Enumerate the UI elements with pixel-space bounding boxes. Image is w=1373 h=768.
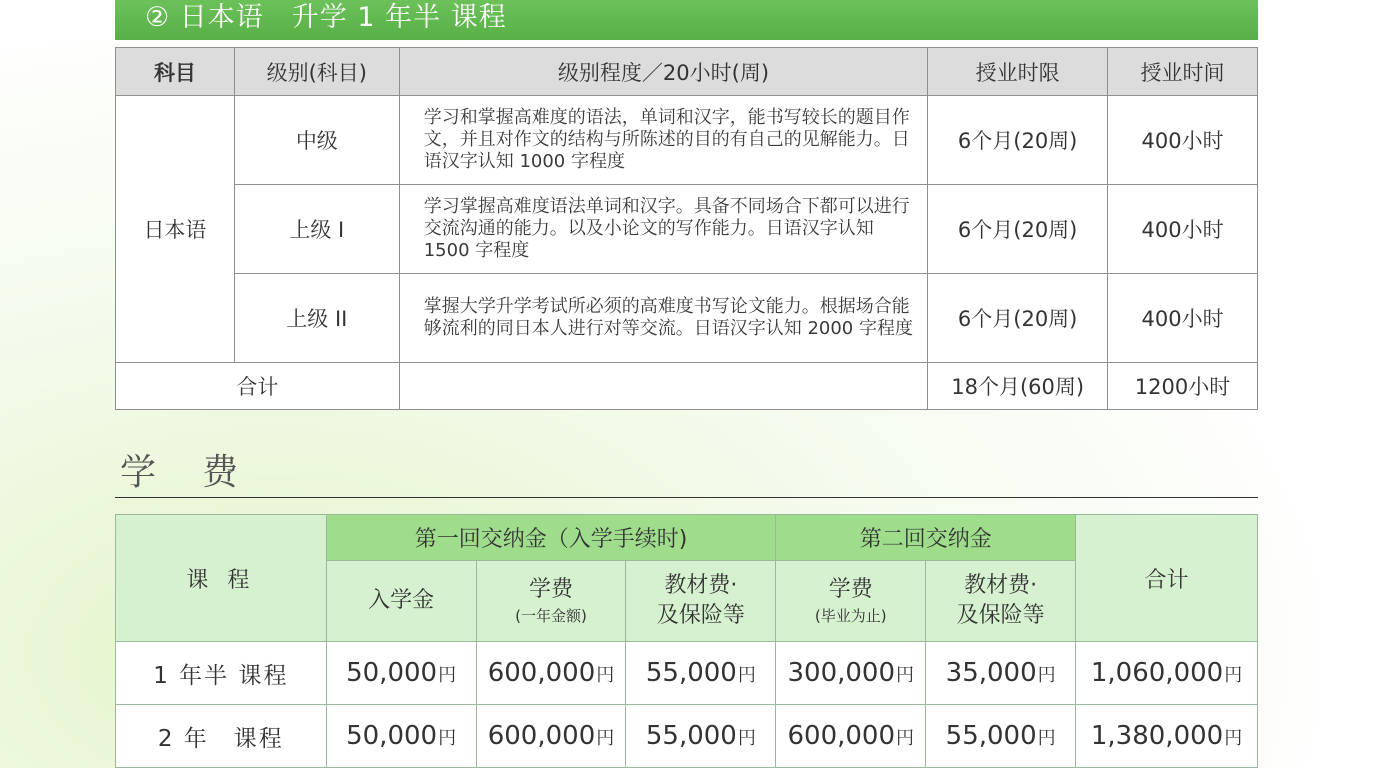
yen-unit: 円 — [1037, 665, 1056, 686]
fee-subheader-label: 学费 — [528, 577, 573, 602]
fee-total-cell — [1076, 705, 1258, 768]
fee-amount: 35,000 — [945, 658, 1037, 688]
fee-subheader-note: (毕业为止) — [814, 607, 887, 625]
header-period: 授业时限 — [928, 48, 1108, 96]
fee-header-total: 合计 — [1076, 515, 1258, 642]
course-table-header-row — [116, 48, 1258, 96]
fee-subheader-label: 教材费· 及保险等 — [956, 573, 1045, 628]
fee-cell — [326, 705, 476, 768]
header-hours: 授业时间 — [1108, 48, 1258, 96]
fee-subheader — [776, 561, 926, 642]
fee-group-header-row — [116, 515, 1258, 561]
header-level-description: 级别程度／20小时(周) — [399, 48, 928, 96]
yen-unit: 円 — [596, 665, 615, 686]
period-cell: 6个月(20周) — [928, 274, 1108, 363]
table-row — [116, 642, 1258, 705]
yen-unit: 円 — [896, 728, 915, 749]
table-row — [116, 274, 1258, 363]
level-cell: 上级 I — [234, 185, 399, 274]
fee-course-name: 2 年 课程 — [116, 705, 327, 768]
fee-title-divider — [115, 497, 1258, 498]
fee-header-second-payment: 第二回交纳金 — [776, 515, 1076, 561]
total-label: 合计 — [116, 363, 400, 410]
fee-amount: 50,000 — [346, 721, 438, 751]
yen-unit: 円 — [1224, 728, 1243, 749]
total-row — [116, 363, 1258, 410]
fee-amount: 1,060,000 — [1090, 658, 1224, 688]
table-row — [116, 96, 1258, 185]
fee-subheader-label: 入学金 — [368, 588, 435, 613]
fee-cell — [626, 705, 776, 768]
table-row — [116, 185, 1258, 274]
fee-course-name: 1 年半 课程 — [116, 642, 327, 705]
hours-cell: 400小时 — [1108, 185, 1258, 274]
fee-cell — [476, 705, 626, 768]
header-level: 级别(科目) — [234, 48, 399, 96]
fee-cell — [776, 642, 926, 705]
yen-unit: 円 — [438, 665, 457, 686]
fee-cell — [926, 705, 1076, 768]
total-empty-cell — [399, 363, 928, 410]
total-hours: 1200小时 — [1108, 363, 1258, 410]
fee-header-course: 课 程 — [116, 515, 327, 642]
description-cell: 学习和掌握高难度的语法，单词和汉字，能书写较长的题目作文，并且对作文的结构与所陈述的目的有自己的见解能力。日语汉字认知 1000 字程度 — [399, 96, 928, 185]
fee-cell — [926, 642, 1076, 705]
fee-amount: 55,000 — [645, 658, 737, 688]
period-cell: 6个月(20周) — [928, 185, 1108, 274]
level-cell: 上级 II — [234, 274, 399, 363]
course-section-title: ② 日本语 升学 1 年半 课程 — [115, 0, 1258, 40]
yen-unit: 円 — [737, 728, 756, 749]
fee-amount: 600,000 — [787, 721, 896, 751]
level-cell: 中级 — [234, 96, 399, 185]
fee-cell — [476, 642, 626, 705]
period-cell: 6个月(20周) — [928, 96, 1108, 185]
fee-subheader — [326, 561, 476, 642]
yen-unit: 円 — [596, 728, 615, 749]
course-table — [115, 47, 1258, 410]
total-period: 18个月(60周) — [928, 363, 1108, 410]
yen-unit: 円 — [1037, 728, 1056, 749]
fee-amount: 600,000 — [487, 658, 596, 688]
table-row — [116, 705, 1258, 768]
subject-cell: 日本语 — [116, 96, 235, 363]
hours-cell: 400小时 — [1108, 96, 1258, 185]
yen-unit: 円 — [896, 665, 915, 686]
fee-amount: 1,380,000 — [1090, 721, 1224, 751]
fee-header-first-payment: 第一回交纳金（入学手续时) — [326, 515, 776, 561]
fee-amount: 300,000 — [787, 658, 896, 688]
yen-unit: 円 — [438, 728, 457, 749]
fee-total-cell — [1076, 642, 1258, 705]
fee-subheader-label: 教材费· 及保险等 — [656, 573, 745, 628]
fee-subheader — [476, 561, 626, 642]
fee-table — [115, 514, 1258, 768]
description-cell: 学习掌握高难度语法单词和汉字。具备不同场合下都可以进行交流沟通的能力。以及小论文的写作能力。日语汉字认知 1500 字程度 — [399, 185, 928, 274]
fee-cell — [776, 705, 926, 768]
fee-subheader-note: (一年金额) — [515, 607, 587, 625]
fee-cell — [326, 642, 476, 705]
yen-unit: 円 — [1224, 665, 1243, 686]
fee-amount: 50,000 — [346, 658, 438, 688]
hours-cell: 400小时 — [1108, 274, 1258, 363]
fee-amount: 55,000 — [945, 721, 1037, 751]
header-subject: 科目 — [116, 48, 235, 96]
fee-subheader — [626, 561, 776, 642]
fee-amount: 55,000 — [645, 721, 737, 751]
fee-subheader-label: 学费 — [828, 577, 873, 602]
description-cell: 掌握大学升学考试所必须的高难度书写论文能力。根据场合能够流利的同日本人进行对等交流。日语汉字认知 2000 字程度 — [399, 274, 928, 363]
yen-unit: 円 — [737, 665, 756, 686]
fee-subheader — [926, 561, 1076, 642]
fee-cell — [626, 642, 776, 705]
fee-amount: 600,000 — [487, 721, 596, 751]
fee-section-title: 学费 — [120, 452, 285, 493]
